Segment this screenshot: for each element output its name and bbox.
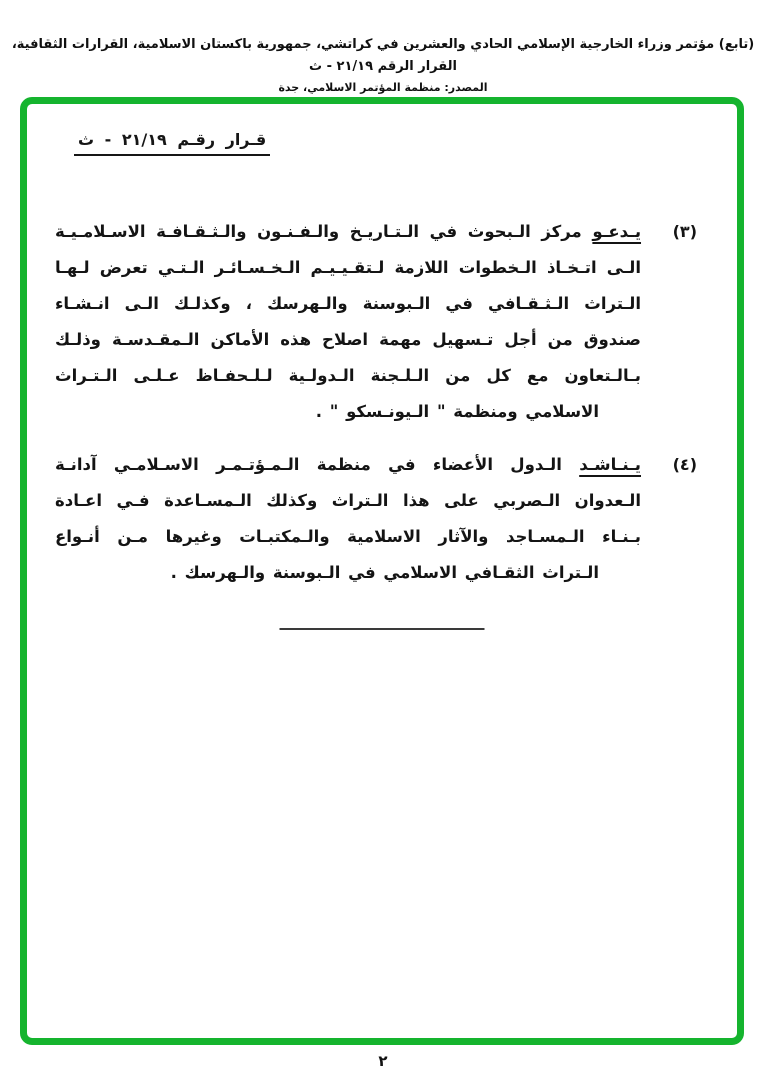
paragraph-3-text	[55, 214, 641, 430]
paragraph-3-line-5: بـالـتعاون مع كل من الـلـجنة الـدولـية لـلـحفـاظ عـلـى الـتـراث	[55, 366, 641, 385]
paragraph-3-lead-word: يـدعـو	[592, 222, 642, 241]
paragraph-3-line-1-rest: مركز الـبحوث في الـتـاريـخ والـفـنـون والـثـقـافـة الاسـلامـيـة	[55, 222, 582, 241]
paragraph-4-number: (٤)	[672, 455, 697, 474]
paragraph-3-line-2: الـى اتـخـاذ الـخطوات اللازمة لـتقـيـيـم الـخـسـائـر الـتـي تعرض لـهـا	[55, 258, 641, 277]
paragraph-3-line-6: الاسلامي ومنظمة " الـيونـسكو " .	[315, 402, 599, 421]
resolution-body	[55, 214, 697, 608]
page-number: ٢	[378, 1052, 388, 1070]
header-source-line: المصدر: منظمة المؤتمر الاسلامي، جدة	[278, 81, 488, 94]
paragraph-3-line-4: صندوق من أجل تـسهيل مهمة اصلاح هذه الأماكن الـمقـدسـة وذلـك	[55, 330, 641, 349]
paragraph-3-number: (٣)	[672, 222, 697, 241]
paragraph-4-line-1	[55, 447, 641, 483]
paragraph-4-line-3: بـنـاء الـمسـاجد والآثار الاسلامية والـمكتبـات وغيرها مـن أنـواع	[55, 527, 641, 546]
paragraph-4	[55, 447, 697, 591]
document-header	[0, 34, 766, 98]
paragraph-4-line-1-rest: الـدول الأعضاء في منظمة الـمـؤتـمـر الاسـلامـي آدانـة	[55, 455, 562, 474]
highlight-frame	[20, 97, 744, 1045]
paragraph-4-line-2: الـعدوان الـصربي على هذا الـتراث وكذلك الـمسـاعدة فـي اعـادة	[55, 491, 641, 510]
paragraph-4-line-4: الـتراث الثقـافي الاسلامي في الـبوسنة والـهرسك .	[170, 563, 599, 582]
section-divider	[280, 628, 485, 630]
paragraph-3	[55, 214, 697, 430]
paragraph-4-text	[55, 447, 641, 591]
paragraph-3-line-1	[55, 214, 641, 250]
resolution-title: قـرار رقـم ٢١/١٩ - ث	[74, 130, 270, 156]
paragraph-4-lead-word: يـنـاشـد	[579, 455, 641, 474]
header-citation-line: (تابع) مؤتمر وزراء الخارجية الإسلامي الحادي والعشرين في كراتشي، جمهورية باكستان الاسلامية، القرارات الثقافية، القرار الرقم ٢١/١٩ - ث	[11, 37, 755, 74]
paragraph-3-line-3: الـتراث الـثـقـافي في الـبوسنة والـهرسك ، وكذلـك الـى انـشـاء	[55, 294, 641, 313]
